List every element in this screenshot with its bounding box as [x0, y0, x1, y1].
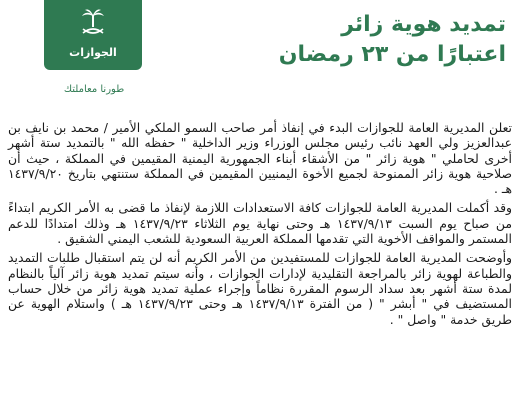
title-line-2: اعتبارًا من ٢٣ رمضان [278, 42, 506, 67]
title-line-1: تمديد هوية زائر [341, 12, 506, 37]
passports-logo [44, 0, 142, 70]
header [0, 0, 526, 100]
announcement-body [8, 120, 512, 331]
paragraph: تعلن المديرية العامة للجوازات البدء في إنفاذ أمر صاحب السمو الملكي الأمير / محمد بن نايف بن عبدالعزيز ولي العهد نائب رئيس مجلس الوزراء وزير الداخلية " حفظه الله " بالتمديد ستة أشهر أخرى لحاملي " هوية زائر " من الأشقاء أبناء الجمهورية اليمنية المقيمين في المملكة ، حيث أن صلاحية هوية زائر الممنوحة لجميع الأخوة اليمنيين المقيمين في المملكة ستنتهي بتاريخ ١٤٣٧/٩/٢٠ هـ . [8, 120, 512, 197]
paragraph: وقد أكملت المديرية العامة للجوازات كافة الاستعدادات اللازمة لإنفاذ ما قضى به الأمر الكريم ابتداءً من صباح يوم السبت ١٤٣٧/٩/١٣ هـ وحتى نهاية يوم الثلاثاء ١٤٣٧/٩/٢٣ هـ وذلك امتدادًا للدعم المستمر والمواقف الأخوية التي تقدمها المملكة العربية السعودية للشعب اليمني الشقيق . [8, 200, 512, 247]
logo-text: الجوازات [69, 46, 117, 59]
slogan: طورنا معاملتك [63, 84, 125, 95]
palm-swords-emblem-icon [78, 8, 108, 38]
paragraph: وأوضحت المديرية العامة للجوازات للمستفيدين من الأمر الكريم أنه لن يتم استقبال طلبات التمديد والطباعة لهوية زائر بالمراجعة التقليدية لإدارات الجوازات ، وأنه سيتم تمديد هوية زائر آلياً بالنظام لمدة ستة أشهر بعد سداد الرسوم المقررة نظاماً وإجراء عملية تمديد هوية زائر من خلال حساب المستضيف في " أبشر " ( من الفترة ١٤٣٧/٩/١٣ هـ وحتى ١٤٣٧/٩/٢٣ هـ ) واستلام الهوية عن طريق خدمة " واصل " . [8, 250, 512, 327]
page-title [206, 10, 506, 70]
